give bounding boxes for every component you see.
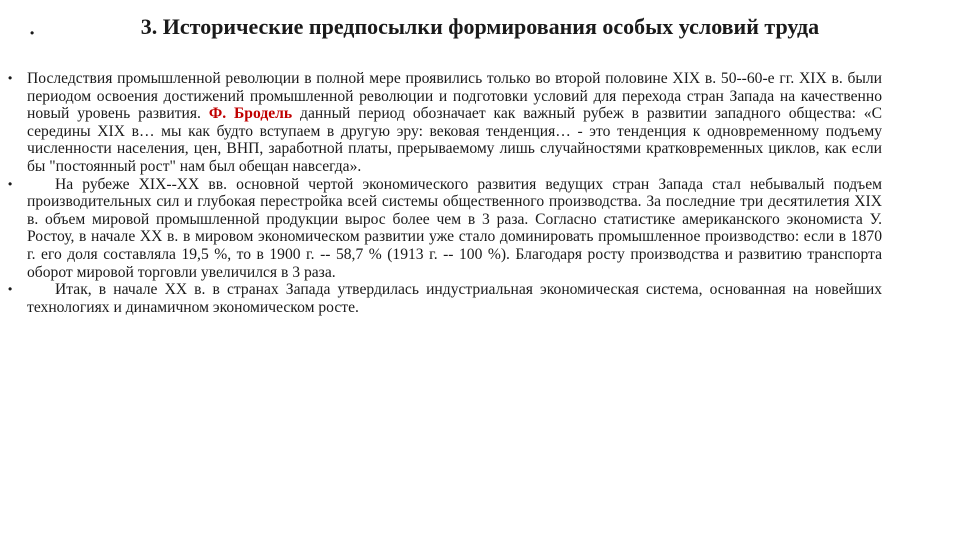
bullet-2: • bbox=[8, 176, 13, 191]
title-row bbox=[30, 16, 910, 38]
paragraph-3-text: Итак, в начале XX в. в странах Запада утвердилась индустриальная экономическая система, основанная на новейших технологиях и динамичном экономическом росте. bbox=[27, 281, 882, 316]
paragraph-1-text-after: данный период обозначает как важный рубеж в развитии западного общества: «С середины XIX в… мы как будто вступаем в другую эру: вековая тенденция… - это тенденция к одновременному подъему численности населения, цен, ВНП, заработной платы, прерываемому лишь случайностями кратковременных циклов, как если бы "постоянный рост" нам был обещан навсегда». bbox=[27, 105, 883, 175]
bullet-3: • bbox=[8, 282, 13, 297]
slide-title: 3. Исторические предпосылки формирования особых условий труда bbox=[140, 14, 820, 39]
author-name: Ф. Бродель bbox=[208, 105, 293, 123]
paragraph-2-text: На рубеже XIX--XX вв. основной чертой экономического развития ведущих стран Запада стал небывалый подъем производительных сил и глубокая перестройка всей системы общественного производства. За последние три десятилетия XIX в. объем мировой промышленной продукции вырос более чем в 3 раза. Согласно статистике американского экономиста У. Ростоу, в начале XX в. в мировом экономическом развитии уже стало доминировать промышленное производство: если в 1870 г. его доля составляла 19,5 %, то в 1900 г. -- 58,7 % (1913 г. -- 100 %). Благодаря росту производства и развитию транспорта оборот мировой торговли увеличился в 3 раза. bbox=[27, 175, 882, 281]
slide-content bbox=[8, 70, 882, 316]
paragraph-2 bbox=[8, 176, 882, 282]
paragraph-1-text-before: Последствия промышленной революции в полной мере проявились только во второй половине XIX в. 50--60-е гг. XIX в. были периодом освоения достижений промышленной революции и подготовки условий для перехода стран Запада на качественно новый уровень развития. bbox=[27, 70, 882, 123]
bullet-1: • bbox=[8, 71, 13, 85]
paragraph-3 bbox=[8, 281, 882, 316]
paragraph-1 bbox=[8, 70, 882, 176]
title-bullet: • bbox=[30, 26, 35, 40]
